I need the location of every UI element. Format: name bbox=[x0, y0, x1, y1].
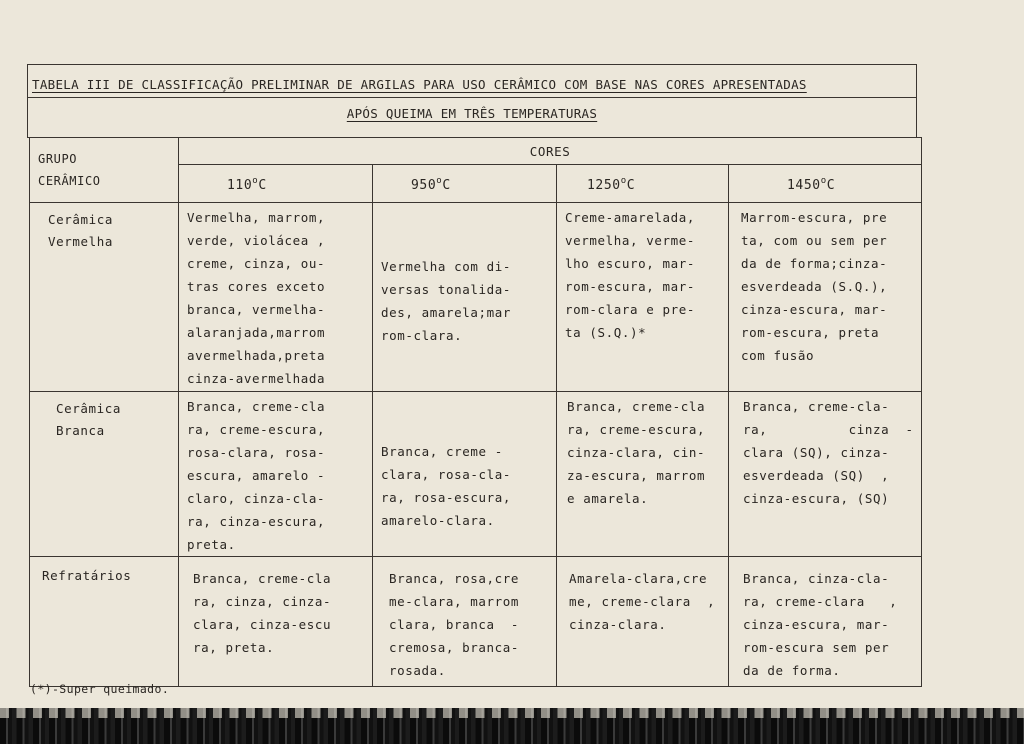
group-ceramica-branca: Cerâmica Branca bbox=[30, 392, 179, 557]
temp-header-110: 110$^o$C bbox=[179, 165, 373, 203]
cell-branca-1250: Branca, creme-cla ra, creme-escura, cinza-clara, cin- za-escura, marrom e amarela. bbox=[557, 392, 729, 557]
colors-header: CORES bbox=[179, 138, 922, 165]
cell-vermelha-1250: Creme-amarelada, vermelha, verme- lho escuro, mar- rom-escura, mar- rom-clara e pre- ta (S.Q.)* bbox=[557, 203, 729, 392]
spiral-binding bbox=[0, 708, 1024, 744]
title-divider bbox=[28, 97, 916, 98]
table-row bbox=[30, 392, 922, 557]
group-header bbox=[30, 138, 179, 203]
cell-vermelha-110: Vermelha, marrom, verde, violácea , creme, cinza, ou- tras cores exceto branca, vermelha- alaranjada,marrom avermelhada,preta cinza-avermelhada bbox=[179, 203, 373, 392]
cell-branca-1450: Branca, creme-cla- ra, cinza - clara (SQ), cinza- esverdeada (SQ) , cinza-escura, (SQ) bbox=[729, 392, 922, 557]
table-title-box bbox=[27, 64, 917, 138]
cell-refratarios-1450: Branca, cinza-cla- ra, creme-clara , cinza-escura, mar- rom-escura sem per da de forma. bbox=[729, 557, 922, 687]
cell-branca-110: Branca, creme-cla ra, creme-escura, rosa-clara, rosa- escura, amarelo - claro, cinza-cla- ra, cinza-escura, preta. bbox=[179, 392, 373, 557]
table-title-line2: APÓS QUEIMA EM TRÊS TEMPERATURAS bbox=[346, 106, 598, 121]
group-header-line2: CERÂMICO bbox=[38, 174, 101, 188]
group-refratarios: Refratários bbox=[30, 557, 179, 687]
cell-refratarios-1250: Amarela-clara,cre me, creme-clara , cinza-clara. bbox=[557, 557, 729, 687]
temp-header-1450: 1450$^o$C bbox=[729, 165, 922, 203]
cell-branca-950: Branca, creme - clara, rosa-cla- ra, rosa-escura, amarelo-clara. bbox=[373, 392, 557, 557]
cell-vermelha-1450: Marrom-escura, pre ta, com ou sem per da de forma;cinza- esverdeada (S.Q.), cinza-escura, mar- rom-escura, preta com fusão bbox=[729, 203, 922, 392]
temp-header-950: 950$^o$C bbox=[373, 165, 557, 203]
table-row bbox=[30, 203, 922, 392]
footnote: (*)-Super queimado. bbox=[30, 682, 170, 696]
cell-refratarios-950: Branca, rosa,cre me-clara, marrom clara, branca - cremosa, branca- rosada. bbox=[373, 557, 557, 687]
cell-vermelha-950: Vermelha com di- versas tonalida- des, amarela;mar rom-clara. bbox=[373, 203, 557, 392]
cell-refratarios-110: Branca, creme-cla ra, cinza, cinza- clara, cinza-escu ra, preta. bbox=[179, 557, 373, 687]
classification-table bbox=[29, 137, 922, 687]
table-row bbox=[30, 557, 922, 687]
group-ceramica-vermelha: Cerâmica Vermelha bbox=[30, 203, 179, 392]
temp-header-1250: 1250$^o$C bbox=[557, 165, 729, 203]
group-header-line1: GRUPO bbox=[38, 152, 78, 166]
table-title-line1: TABELA III DE CLASSIFICAÇÃO PRELIMINAR DE ARGILAS PARA USO CERÂMICO COM BASE NAS CORES APRESENTADAS bbox=[32, 77, 807, 92]
